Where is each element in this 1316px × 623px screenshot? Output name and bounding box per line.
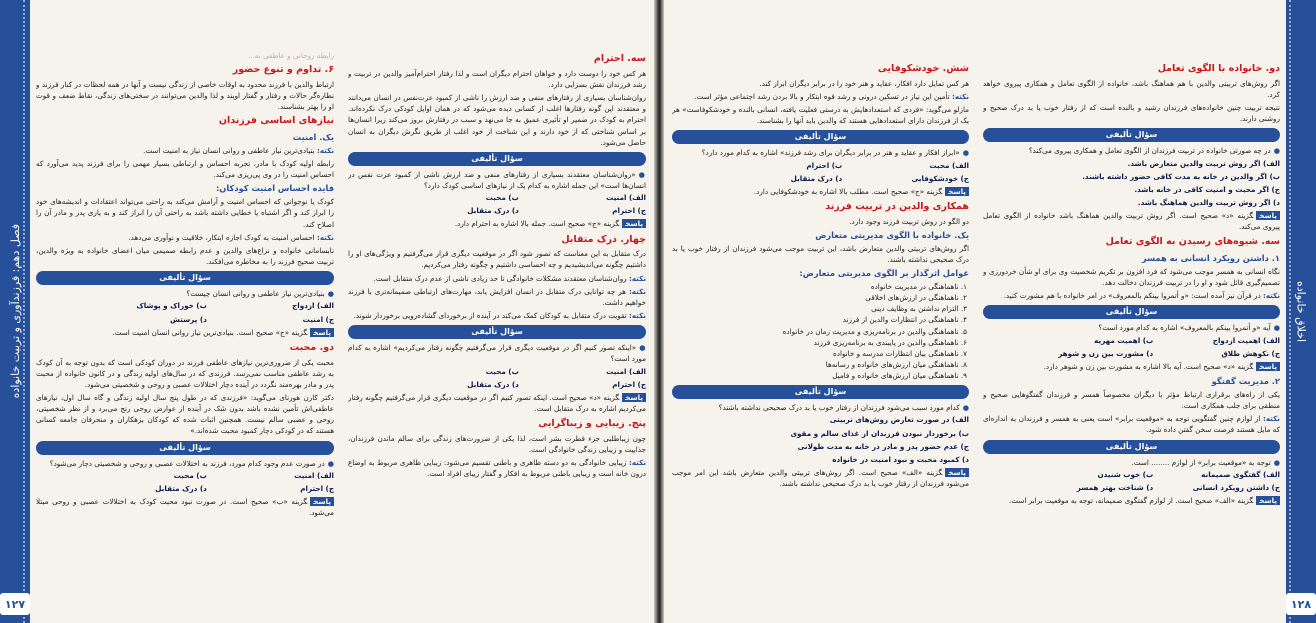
answer-line [983, 495, 1280, 506]
paragraph: درک متقابل به این معناست که تصور شود اگر در موقعیت دیگری قرار می‌گرفتیم و ویژگی‌های او را داشتیم چگونه می‌اندیشیدیم و چه احساسی داشتیم و چگونه رفتار می‌کردیم. [348, 249, 646, 270]
paragraph: رابطه اولیه کودک با مادر، تجربه احساس و ارتباطی بسیار مهمی را برای فرزند پدید می‌آورد که احساس امنیت را در وی پی‌ریزی می‌کند. [36, 159, 334, 180]
page-number: ۱۲۸ [1286, 593, 1316, 615]
option: الف) ازدواج [292, 301, 334, 311]
subsection-heading: عوامل اثرگذار بر الگوی مدیریتی متعارض: [799, 268, 969, 279]
question-banner [36, 271, 334, 285]
subsection-heading: ۲. مدیریت گفتگو [1211, 376, 1280, 387]
note-text: روان‌شناسان معتقدند مشکلات خانوادگی تا حد زیادی ناشی از عدم درک متقابل است. [373, 273, 627, 283]
option: ب) محبت [485, 193, 519, 203]
section-heading: همکاری والدین در تربیت فرزند [825, 200, 969, 212]
option: ج) امنیت [302, 314, 334, 324]
answer-options [983, 158, 1280, 209]
note-text: در قرآن نیز آمده است: «و أتمروا بینکم بالمعروف» در امر خانواده با هم مشورت کنید. [1003, 291, 1261, 301]
question-banner-label: سؤال تألیفی [785, 130, 856, 144]
answer-text: گزینه «د» صحیح است. اگر روش تربیت والدین هماهنگ باشد خانواده از الگوی تعامل پیروی می‌کند. [983, 211, 1280, 232]
section-heading: نیازهای اساسی فرزندان [218, 115, 334, 127]
option: د) درک متقابل [467, 379, 519, 389]
note-paragraph [983, 413, 1280, 435]
note-paragraph [348, 273, 646, 284]
section-heading: دو. خانواده با الگوی تعامل [1157, 63, 1280, 74]
section-heading: ۶. تداوم و تنوع حضور [232, 64, 334, 76]
list-item: ۴. ناهماهنگی در انتظارات والدین از فرزند [842, 315, 967, 325]
question-banner-label: سؤال تألیفی [461, 152, 532, 166]
list-item: ۷. ناهماهنگی بیان انتظارات مدرسه و خانواده [833, 348, 967, 358]
question-banner [983, 128, 1280, 142]
paragraph: کودک یا نوجوانی که احساس امنیت و آرامش می‌کند به راحتی می‌تواند اعتقادات و اندیشه‌های خود را ابراز کند و اگر اشتباه یا خطایی داشته باشد به راحتی آن را ابراز کند و به یاری پدر و مادر آن را اصلاح کند. [36, 197, 334, 229]
answer-line [672, 467, 969, 489]
note-label: نکته: [628, 286, 646, 296]
list-item: ۳. التزام نداشتن به وظایف دینی [871, 304, 967, 314]
paragraph: چون زیباطلبی جزء فطرت بشر است، لذا یکی از ضرورت‌های زندگی برای سالم ماندن فرزندان، جذابیت و زیبایی زندگی خانوادگی است. [348, 433, 646, 455]
note-paragraph [36, 232, 334, 243]
list-item: ۹. ناهماهنگی میان ارزش‌های خانواده و فامیل [832, 371, 967, 381]
question-banner-label: سؤال تألیفی [785, 385, 856, 399]
question-banner-label: سؤال تألیفی [461, 325, 532, 339]
question-banner-label: سؤال تألیفی [1096, 128, 1167, 142]
paragraph: مازلو می‌گوید: «فردی که استعدادهایش به درستی فعلیت یافته، انسانی بالنده و خودشکوفاست» هر یک از فرزندان دارای استعدادهایی هستند که والدین باید آنها را بشناسند. [672, 105, 969, 126]
question-text: ● بنیادی‌ترین نیاز عاطفی و روانی انسان چیست؟ [36, 288, 334, 299]
answer-label: پاسخ [945, 187, 969, 196]
question-banner [983, 440, 1280, 454]
option: الف) امنیت [606, 193, 646, 203]
left-columns [36, 50, 646, 617]
right-page [664, 0, 1316, 623]
question-banner-label: سؤال تألیفی [149, 441, 220, 455]
paragraph: اگر روش‌های تربیتی والدین با هم هماهنگ باشد، خانواده از الگوی تعامل و همکاری پیروی خواهد کرد. [983, 78, 1280, 99]
paragraph: اگر روش‌های تربیتی والدین متعارض باشد، این تربیت موجب می‌شود فرزندان از رفتار خوب یا بد درک صحیحی نداشته باشند. [672, 243, 969, 264]
list-item: ۶. ناهماهنگی والدین در پایبندی به برنامه‌ریزی فرزند [813, 337, 967, 347]
note-label: نکته: [316, 232, 334, 242]
subsection-heading: یک. خانواده با الگوی مدیریتی متعارض [815, 229, 969, 240]
left-page [0, 0, 654, 623]
answer-options [36, 470, 334, 494]
option: الف) در صورت تعارض روش‌های تربیتی [829, 415, 969, 425]
option: د) درک متقابل [155, 483, 207, 493]
note-label: نکته: [1262, 291, 1280, 301]
note-paragraph [672, 91, 969, 102]
question-banner [348, 325, 646, 339]
list-item: ۲. ناهماهنگی در ارزش‌های اخلاقی [865, 293, 967, 303]
column [672, 60, 969, 617]
option: الف) اهمیت ازدواج [1212, 335, 1280, 345]
note-label: نکته: [316, 145, 334, 155]
note-text: تقویت درک متقابل به کودکان کمک می‌کند در آینده از برخوردای گشاده‌رویی برخوردار شوند. [353, 311, 627, 321]
section-heading: شش. خودشکوفایی [877, 63, 969, 74]
question-text: ● در صورت عدم وجود کدام مورد، فرزند به اختلالات عصبی و روحی و شخصیتی دچار می‌شود؟ [36, 458, 334, 469]
note-paragraph [348, 457, 646, 479]
option: ب) خوراک و پوشاک [136, 301, 207, 311]
answer-line [348, 218, 646, 229]
answer-line [672, 186, 969, 197]
left-sidebar-band [0, 0, 30, 623]
paragraph: دکتر کارن هورنای می‌گوید: «فرزندی که در طول پنج سال اولیه زندگی و گاه سال اول، نیازهای عاطفی‌اش تأمین نشده باشد بدون شک در آینده از عوارض روحی رنج می‌برد و از نظر شخصیتی، روحی و عصبی سالم نیست. همچنین اثبات شده که کودکان بزهکاران و منحرفان جامعه کسانی هستند که در کودکی دچار کمبود محبت شده‌اند.» [36, 393, 334, 436]
option: ب) اهمیت مهریه [1094, 335, 1154, 345]
option: الف) امنیت [294, 470, 334, 480]
answer-label: پاسخ [1256, 211, 1280, 220]
subsection-heading: فایده احساس امنیت کودکان: [215, 183, 334, 194]
option: الف) محبت [929, 160, 969, 170]
note-paragraph [983, 290, 1280, 301]
option: ج) نکوهش طلاق [1221, 348, 1280, 358]
paragraph: یکی از راه‌های برقراری ارتباط مؤثر با دیگران مخصوصاً همسر و فرزندان گفتگوهایی صحیح و منطقی برای جلب همکاری است. [983, 389, 1280, 411]
option: الف) امنیت [606, 366, 646, 376]
answer-options [36, 300, 334, 324]
right-columns [672, 60, 1280, 617]
answer-text: گزینه «ج» صحیح است. جمله بالا اشاره به احترام دارد. [454, 219, 620, 229]
section-heading: سه. احترام [593, 53, 646, 64]
answer-text: گزینه «ج» صحیح است. مطلب بالا اشاره به خودشکوفایی دارد. [753, 186, 943, 196]
paragraph: محبت یکی از ضروری‌ترین نیازهای عاطفی فرزند در دوران کودکی است که بدون توجه به آن کودک به رشد عاطفی مناسب نمی‌رسد. فرزندی که در سال‌های اولیه زندگی و در کانون خانواده از محبت پدر و مادر بهره‌مند نگردد در آینده دچار اختلالات عصبی و روحی و شخصیتی می‌شود. [36, 357, 334, 389]
note-text: احساس امنیت به کودک اجازه ابتکار، خلاقیت و نوآوری می‌دهد. [128, 232, 315, 242]
option: د) درک متقابل [790, 173, 843, 183]
option: ب) محبت [173, 470, 207, 480]
option: د) پرستش [170, 314, 207, 324]
note-paragraph [348, 286, 646, 308]
option: ب) اگر والدین در خانه به مدت کافی حضور داشته باشند. [1082, 171, 1280, 181]
answer-text: گزینه «د» صحیح است. آیه بالا اشاره به مشورت بین زن و شوهر دارد. [1043, 361, 1254, 371]
note-label: نکته: [1262, 414, 1280, 424]
question-text: ● توجه به «موقعیت برابر» از لوازم ........ است. [983, 457, 1280, 468]
answer-label: پاسخ [1256, 496, 1280, 505]
chapter-title: فصل دهم: فرزندآوری و تربیت خانواده [8, 224, 22, 399]
list-item: ۱. ناهماهنگی در مدیریت خانواده [870, 281, 967, 291]
question-banner-label: سؤال تألیفی [149, 271, 220, 285]
answer-text: گزینه «د» صحیح است. اینکه تصور کنیم اگر در موقعیت دیگری قرار می‌گرفتیم چگونه رفتار می‌کردیم اشاره به درک متقابل است. [348, 392, 646, 414]
answer-text: گزینه «الف» صحیح است. اگر روش‌های تربیتی والدین متعارض باشد این امر موجب می‌شود فرزندان از رفتار خوب یا بد درک صحیحی نداشته باشند. [672, 468, 969, 489]
question-banner [672, 130, 969, 144]
option: ب) محبت [485, 366, 519, 376]
option: د) درک متقابل [467, 206, 519, 216]
question-text: ● کدام مورد سبب می‌شود فرزندان از رفتار خوب یا بد درک صحیحی نداشته باشند؟ [672, 402, 969, 413]
question-banner-label: سؤال تألیفی [1096, 440, 1167, 454]
numbered-list [672, 281, 969, 381]
answer-text: گزینه «الف» صحیح است. از لوازم گفتگوی صمیمانه، توجه به موقعیت برابر است. [1009, 496, 1254, 506]
answer-line [983, 361, 1280, 372]
column [348, 50, 646, 617]
answer-options [672, 414, 969, 465]
paragraph: هر کس تمایل دارد افکار، عقاید و هنر خود را در برابر دیگران ابراز کند. [759, 78, 969, 88]
note-label: نکته: [951, 91, 969, 101]
book-gutter [654, 0, 664, 623]
option: د) مشورت بین زن و شوهر [1058, 348, 1154, 358]
sidebar-stitch [1289, 0, 1293, 623]
answer-label: پاسخ [622, 393, 646, 402]
option: الف) گفتگوی صمیمانه [1201, 469, 1280, 479]
section-heading: دو. محبت [289, 341, 334, 353]
note-label: نکته: [628, 311, 646, 321]
note-text: هر چه توانایی درک متقابل در انسان افزایش یابد، مهارت‌های ارتباطی صمیمانه‌تری با فرزند خواهیم داشت. [348, 286, 646, 307]
paragraph: نتیجه تربیت چنین خانواده‌های فرزندان رشید و بالنده است که از رفتار خوب یا بد درک صحیح و روشنی دارند. [983, 103, 1280, 124]
section-heading: چهار. درک متقابل [561, 233, 646, 245]
option: ج) داشتن رویکرد انسانی [1192, 482, 1280, 492]
question-text: ● در چه صورتی خانواده در تربیت فرزندان از الگوی تعامل و همکاری پیروی می‌کند؟ [983, 145, 1280, 156]
option: ج) خودشکوفایی [911, 173, 969, 183]
sidebar-stitch [23, 0, 27, 623]
note-label: نکته: [628, 273, 646, 283]
subsection-heading: ۱. داشتن رویکرد انسانی به همسر [1141, 253, 1280, 264]
option: ج) احترام [612, 206, 646, 216]
answer-options [348, 192, 646, 216]
option: ب) برخوردار نبودن فرزندان از غذای سالم و مقوی [790, 428, 969, 438]
answer-options [672, 160, 969, 184]
chapter-title: اخلاق خانواده [1294, 280, 1308, 343]
answer-label: پاسخ [622, 219, 646, 228]
question-text: ● «اینکه تصور کنیم اگر در موقعیت دیگری قرار می‌گرفتیم چگونه رفتار می‌کردیم» اشاره به کدام مورد است؟ [348, 342, 646, 364]
option: ج) اگر محبت و امنیت کافی در خانه باشد. [1134, 184, 1280, 194]
question-text: ● «روان‌شناسان معتقدند بسیاری از رفتارهای منفی و ضد ارزش ناشی از کمبود عزت نفس در انسان‌ها است» این جمله اشاره به کدام یک از نیازهای اساسی کودک دارد؟ [348, 169, 646, 191]
question-text: ● «ابراز افکار و عقاید و هنر در برابر دیگران برای رشد فرزند» اشاره به کدام مورد دارد؟ [672, 147, 969, 158]
paragraph: نگاه انسانی به همسر موجب می‌شود که فرد افزون بر تکریم شخصیت وی برای او شأن خردورزی و تصمیم‌گیری قائل شود و او را در تربیت فرزندان دخالت دهد. [983, 267, 1280, 288]
answer-label: پاسخ [310, 328, 334, 337]
answer-label: پاسخ [1256, 362, 1280, 371]
answer-line [983, 210, 1280, 232]
option: ج) احترام [612, 379, 646, 389]
section-heading: پنج. زیبایی و زیباگرایی [538, 418, 646, 430]
option: ج) احترام [300, 483, 334, 493]
note-text: زیبایی خانوادگی به دو دسته ظاهری و باطنی تقسیم می‌شود: زیبایی ظاهری مربوط به اوضاع درون خانه است و زیبایی باطنی مربوط به افکار و گفتار زیبای افراد است. [348, 458, 646, 479]
question-banner [36, 441, 334, 455]
option: د) کمبود محبت و نبود امنیت در خانواده [832, 454, 969, 464]
question-banner [348, 152, 646, 166]
paragraph: ارتباط والدین با فرزند محدود به اوقات خاصی از زندگی نیست و آنها در همه لحظات در کنار فرزند و نظاره‌گر حالات و رفتار و گفتار اویند و لذا والدین می‌توانند در سختی‌های زندگی، نقاط ضعف و قوت او را بهتر بشناسند. [36, 79, 334, 112]
note-paragraph [36, 145, 334, 156]
faded-text: رابطه روحانی و عاطفی به... [248, 51, 334, 60]
option: د) اگر روش تربیت والدین هماهنگ باشد. [1137, 197, 1280, 207]
note-text: تأمین این نیاز در تسکین درونی و رشد قوه ابتکار و بالا بردن رشد اجتماعی مؤثر است. [694, 91, 950, 101]
paragraph: نابسامانی خانواده و نزاع‌های والدین و عدم رابطه صمیمی میان اعضای خانواده به ویژه والدین، تربیت صحیح فرزند را به مخاطره می‌افکند. [36, 245, 334, 267]
question-banner [672, 385, 969, 399]
option: د) شناخت بهتر همسر [1076, 482, 1154, 492]
answer-text: گزینه «ب» صحیح است. در صورت نبود محبت کودک به اختلالات عصبی و روحی مبتلا می‌شود. [36, 497, 334, 518]
answer-options [983, 469, 1280, 493]
answer-options [983, 335, 1280, 359]
answer-line [348, 392, 646, 414]
answer-label: پاسخ [310, 497, 334, 506]
note-label: نکته: [628, 458, 646, 468]
question-banner-label: سؤال تألیفی [1096, 305, 1167, 319]
answer-line [36, 496, 334, 518]
option: ج) عدم حضور پدر و مادر در خانه به مدت طولانی [797, 441, 969, 451]
column [983, 60, 1280, 617]
page-number: ۱۲۷ [0, 593, 30, 615]
paragraph: روان‌شناسان بسیاری از رفتارهای منفی و ضد ارزش را ناشی از کمبود عزت‌نفس در انسان می‌دانند و معتقدند این گونه رفتارها اغلب از کسانی دیده می‌شود که در همان اوایل کودکی درک نکرده‌اند. احترام به کودک در ضمیر او تأثیری عمیق به جا می‌نهد و سبب در رفتارش بروز می‌کند زیرا انسان‌ها بر اساس شناختی که از خود دارند و این شناخت از خود اغلب از طریق نگرش دیگران به انسان حاصل می‌شود. [348, 93, 646, 147]
subsection-heading: یک. امنیت [292, 132, 334, 143]
note-paragraph [348, 310, 646, 321]
option: الف) اگر روش تربیت والدین متعارض باشد. [1127, 158, 1280, 168]
section-heading: سه. شیوه‌های رسیدن به الگوی تعامل [1105, 236, 1280, 248]
list-item: ۸. ناهماهنگی میان ارزش‌های خانواده و رسانه‌ها [825, 359, 967, 369]
paragraph: دو الگو در روش تربیت فرزند وجود دارد. [849, 216, 969, 226]
option: ب) خوب شنیدن [1097, 469, 1154, 479]
right-sidebar-band [1286, 0, 1316, 623]
question-banner [983, 305, 1280, 319]
paragraph: هر کس خود را دوست دارد و خواهان احترام دیگران است و لذا رفتار احترام‌آمیز والدین در تربیت و رشد فرزندان نقش بسزایی دارد. [348, 68, 646, 89]
answer-text: گزینه «ج» صحیح است. بنیادی‌ترین نیاز روانی انسان امنیت است. [112, 327, 308, 337]
note-text: از لوازم چنین گفتگویی توجه به «موقعیت برابر» است یعنی به همسر و فرزندان به اندازه‌ای که مایل هستند فرصت سخن گفتن داده شود. [983, 414, 1280, 435]
answer-line [36, 327, 334, 338]
column [36, 50, 334, 617]
question-text: ● آیه «و أتمروا بینکم بالمعروف» اشاره به کدام مورد است؟ [983, 322, 1280, 333]
list-item: ۵. ناهماهنگی والدین در برنامه‌ریزی و مدیریت زمان در خانواده [782, 326, 967, 336]
option: ب) احترام [806, 160, 843, 170]
answer-label: پاسخ [945, 468, 969, 477]
note-text: بنیادی‌ترین نیاز عاطفی و روانی انسان نیاز به امنیت است. [143, 145, 315, 155]
answer-options [348, 366, 646, 390]
